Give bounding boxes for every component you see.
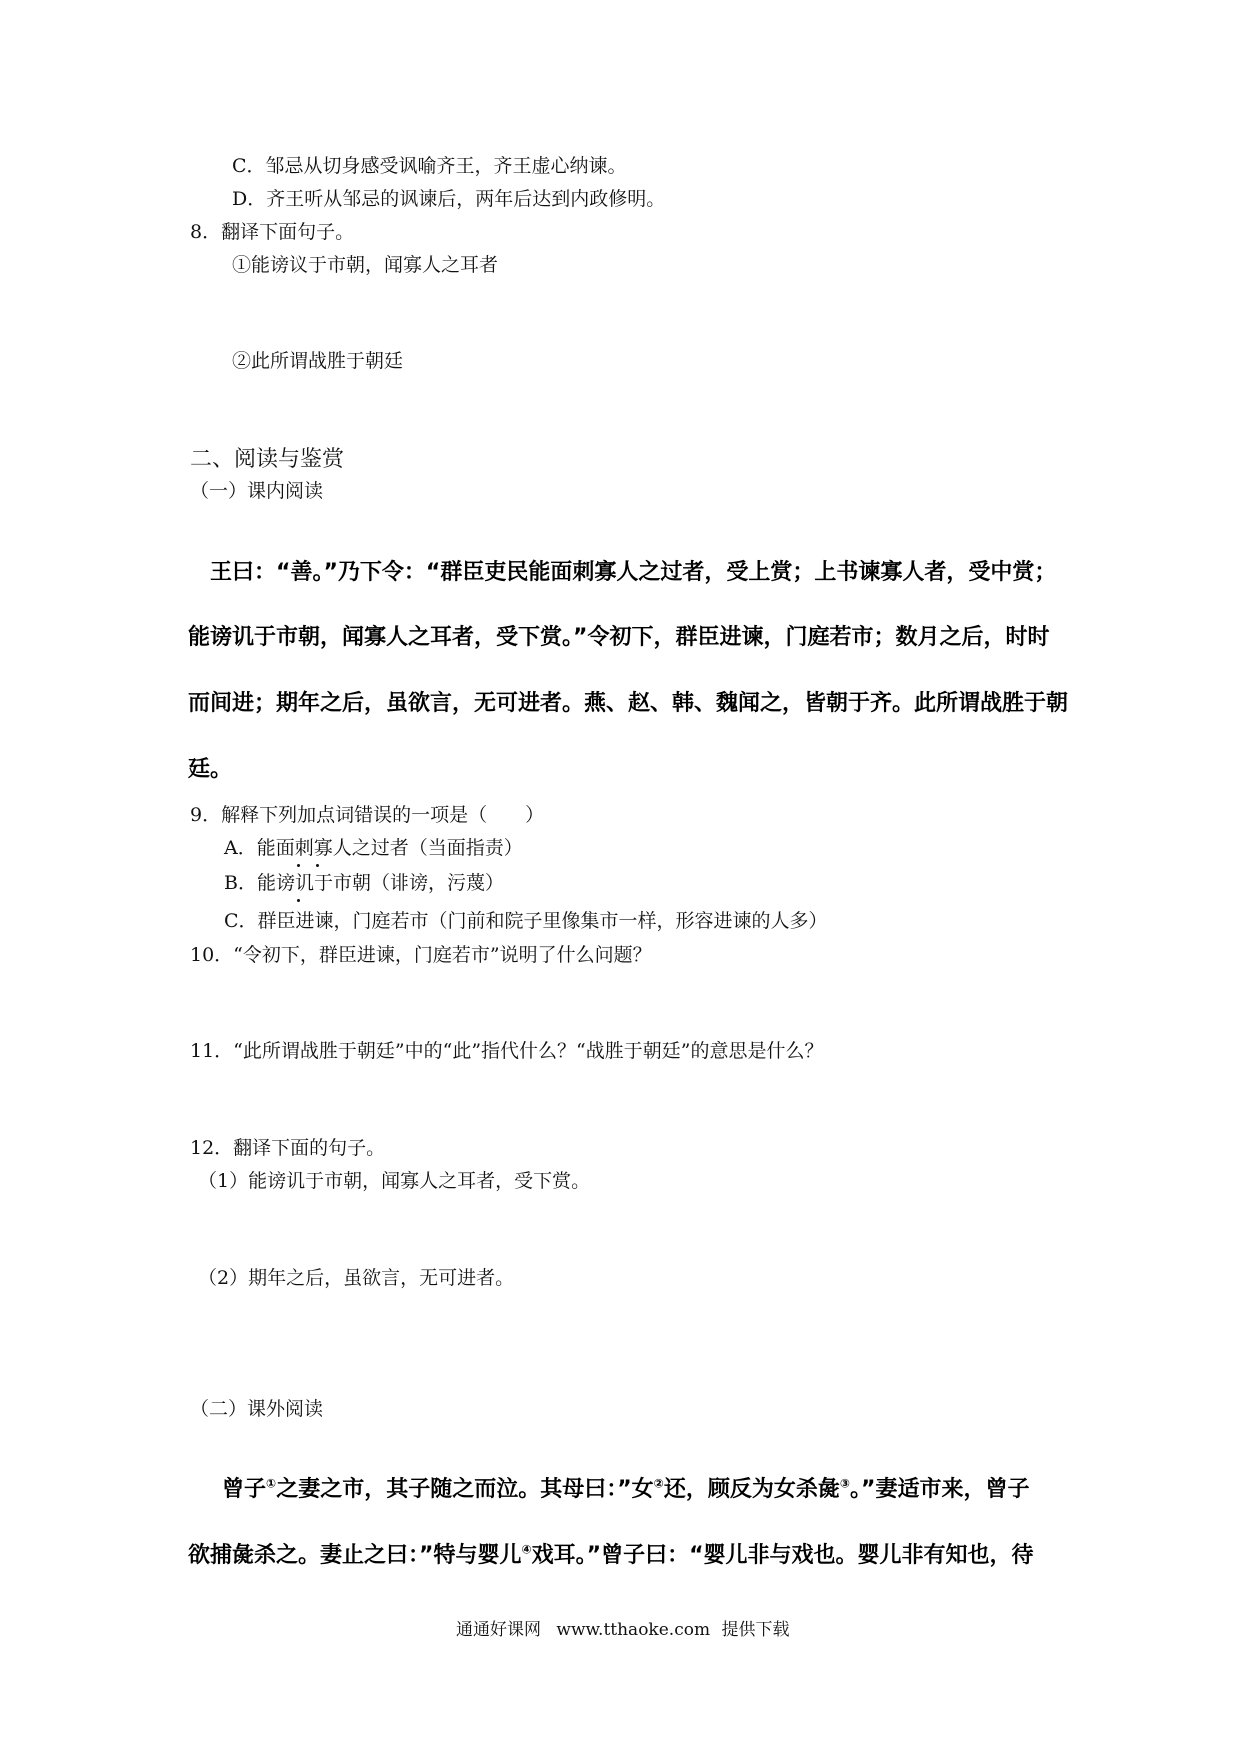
footer-site-name: 通通好课网: [456, 1620, 541, 1640]
emphasis-dot: [297, 864, 300, 867]
passage2-line: 欲捕彘杀之。妻止之曰：”特与婴儿④戏耳。”曾子曰：“婴儿非与戏也。婴儿非有知也，待: [188, 1542, 1034, 1568]
q7-option-d: D．齐王听从邹忌的讽谏后，两年后达到内政修明。: [232, 188, 666, 210]
section-2-sub-in-class: （一）课内阅读: [190, 480, 324, 502]
footer-suffix: 提供下载: [721, 1620, 790, 1640]
emphasis-dot: [316, 864, 319, 867]
q10-stem: 10．“令初下，群臣进谏，门庭若市”说明了什么问题？: [190, 944, 652, 966]
passage-line: 能谤讥于市朝，闻寡人之耳者，受下赏。”令初下，群臣进谏，门庭若市；数月之后，时时: [188, 625, 1050, 650]
q11-stem: 11．“此所谓战胜于朝廷”中的“此”指代什么？“战胜于朝廷”的意思是什么？: [190, 1040, 824, 1062]
q9-option-b: B．能谤讥于市朝（诽谤，污蔑）: [224, 872, 504, 894]
q9-option-c: C．群臣进谏，门庭若市（门前和院子里像集市一样，形容进谏的人多）: [224, 910, 828, 932]
passage2-line: 曾子①之妻之市，其子随之而泣。其母曰：”女②还，顾反为女杀彘③。”妻适市来，曾子: [222, 1476, 1030, 1502]
q12-stem: 12．翻译下面的句子。: [190, 1137, 386, 1159]
passage-line: 而间进；期年之后，虽欲言，无可进者。燕、赵、韩、魏闻之，皆朝于齐。此所谓战胜于朝: [188, 691, 1069, 716]
q8-sentence-2: ②此所谓战胜于朝廷: [232, 350, 404, 372]
section-2-title: 二、阅读与鉴赏: [190, 447, 345, 472]
footer-url[interactable]: www.tthaoke.com: [556, 1620, 711, 1640]
q9-stem: 9．解释下列加点词错误的一项是（ ）: [190, 804, 545, 826]
q8-stem: 8．翻译下面句子。: [190, 221, 355, 243]
q9-option-a: A．能面刺寡人之过者（当面指责）: [224, 837, 523, 859]
section-2-sub-extracurricular: （二）课外阅读: [190, 1398, 324, 1420]
q12-sentence-1: （1）能谤讥于市朝，闻寡人之耳者，受下赏。: [198, 1170, 591, 1192]
q7-option-c: C．邹忌从切身感受讽喻齐王，齐王虚心纳谏。: [232, 155, 627, 177]
passage-line: 王曰：“善。”乃下令：“群臣吏民能面刺寡人之过者，受上赏；上书谏寡人者，受中赏；: [210, 560, 1057, 585]
q12-sentence-2: （2）期年之后，虽欲言，无可进者。: [198, 1267, 515, 1289]
q8-sentence-1: ①能谤议于市朝，闻寡人之耳者: [232, 254, 499, 276]
footer: [456, 1622, 789, 1639]
passage-line: 廷。: [188, 757, 233, 782]
emphasis-dot: [297, 899, 300, 902]
